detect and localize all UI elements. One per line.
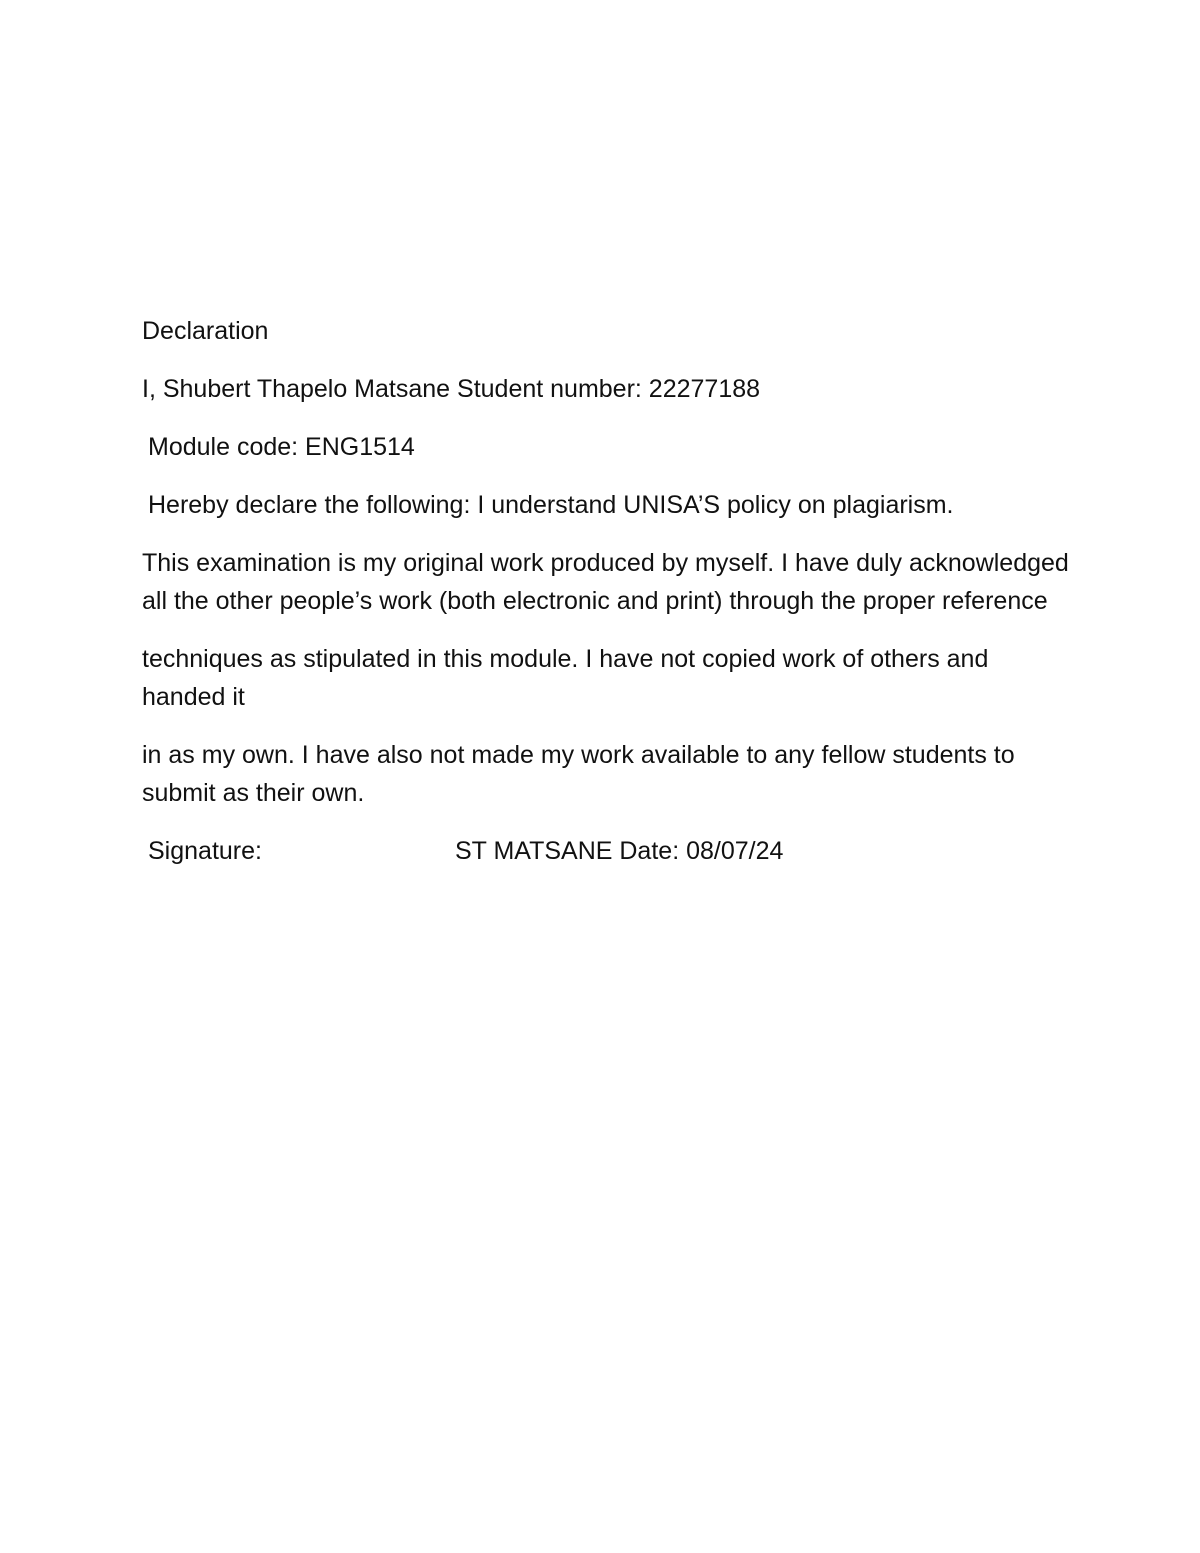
module-code-line: Module code: ENG1514 — [148, 433, 415, 461]
declaration-paragraph-2: techniques as stipulated in this module. I have not copied work of others and handed it — [142, 645, 989, 711]
student-info-line: I, Shubert Thapelo Matsane Student number: 22277188 — [142, 375, 761, 403]
declaration-paragraph-3: in as my own. I have also not made my work available to any fellow students to submit as their own. — [142, 741, 1015, 807]
signature-line — [142, 832, 1072, 870]
declaration-body — [142, 312, 1072, 870]
declaration-statement: Hereby declare the following: I understand UNISA’S policy on plagiarism. — [148, 491, 954, 519]
signature-label: Signature: — [148, 837, 262, 865]
declaration-heading: Declaration — [142, 317, 269, 345]
declaration-paragraph-1: This examination is my original work produced by myself. I have duly acknowledged all the other people’s work (both electronic and print) through the proper reference — [142, 549, 1069, 615]
signature-and-date: ST MATSANE Date: 08/07/24 — [455, 837, 784, 865]
